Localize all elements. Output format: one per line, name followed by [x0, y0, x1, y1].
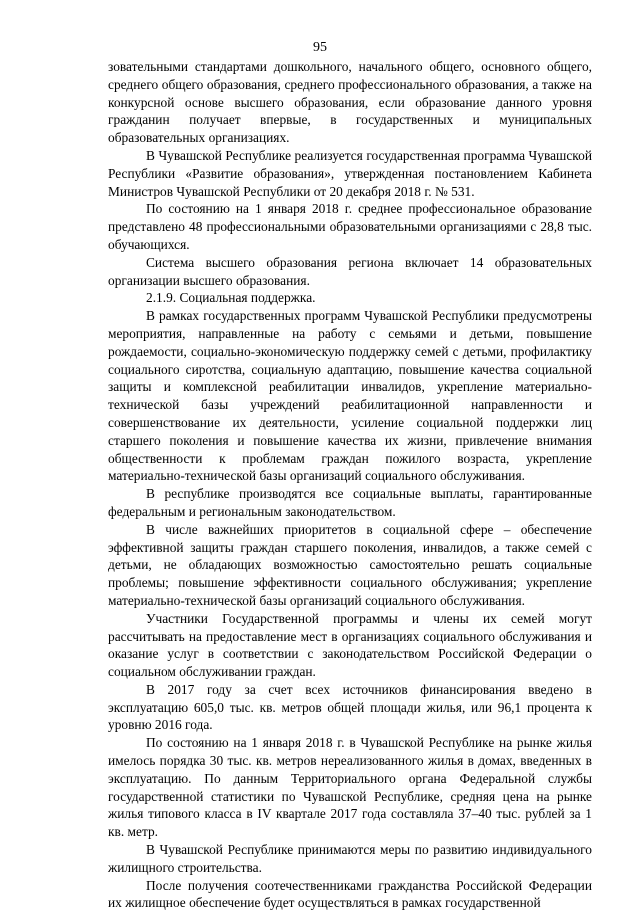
body-text	[108, 58, 592, 912]
paragraph-4: Система высшего образования региона включает 14 образовательных организации высшего образования.	[108, 254, 592, 288]
paragraph-10: В 2017 году за счет всех источников финансирования введено в эксплуатацию 605,0 тыс. кв. метров общей площади жилья, или 96,1 процента к уровню 2016 года.	[108, 681, 592, 733]
paragraph-1: зовательными стандартами дошкольного, начального общего, основного общего, среднего общего образования, среднего профессионального образования, а также на конкурсной основе высшего образования, если образование данного уровня гражданин получает впервые, в государственных и муниципальных образовательных организациях.	[108, 59, 592, 146]
paragraph-8: В числе важнейших приоритетов в социальной сфере – обеспечение эффективной защиты граждан старшего поколения, инвалидов, а также семей с детьми, не обладающих возможностью самостоятельно решать социальные проблемы; повышение эффективности социального обслуживания; укрепление материально-технической базы организаций социального обслуживания.	[108, 521, 592, 608]
paragraph-7: В республике производятся все социальные выплаты, гарантированные федеральным и региональным законодательством.	[108, 486, 592, 519]
paragraph-3: По состоянию на 1 января 2018 г. среднее профессиональное образование представлено 48 профессиональными образовательными организациями с 28,8 тыс. обучающихся.	[108, 201, 592, 252]
paragraph-11: По состоянию на 1 января 2018 г. в Чувашской Республике на рынке жилья имелось порядка 30 тыс. кв. метров нереализованного жилья в домах, введенных в эксплуатацию. По данным Территориального органа Федеральной службы государственной статистики по Чувашской Республике, средняя цена на рынке жилья типового класса в IV квартале 2017 года составляла 37–40 тыс. рублей за 1 кв. метр.	[108, 735, 592, 840]
paragraph-12: В Чувашской Республике принимаются меры по развитию индивидуального жилищного строительства.	[108, 842, 592, 875]
paragraph-9: Участники Государственной программы и члены их семей могут рассчитывать на предоставление мест в организациях социального обслуживания и оказание услуг в соответствии с законодательством Российской Федерации о социальном обслуживании граждан.	[108, 610, 592, 680]
paragraph-13: После получения соотечественниками гражданства Российской Федерации их жилищное обеспечение будет осуществляться в рамках государственной	[108, 877, 592, 911]
paragraph-2: В Чувашской Республике реализуется государственная программа Чувашской Республики «Развитие образования», утвержденная постановлением Кабинета Министров Чувашской Республики от 20 декабря 2018 г. № 531.	[108, 147, 592, 199]
page-number: 95	[313, 40, 327, 55]
section-heading: 2.1.9. Социальная поддержка.	[146, 290, 316, 306]
paragraph-6: В рамках государственных программ Чувашской Республики предусмотрены мероприятия, направленные на работу с семьями и детьми, повышение рождаемости, социально-экономическую поддержку семей с детьми, профилактику социального сиротства, социальную адаптацию, повышение качества социальной защиты и комплексной реабилитации инвалидов, укрепление материально-технической базы учреждений реабилитационной направленности и совершенствование их деятельности, усиление социальной поддержки лиц старшего поколения и повышение качества их жизни, привлечение внимания общественности к проблемам граждан пожилого возраста, укрепление материально-технической базы организаций социального обслуживания.	[108, 308, 592, 484]
